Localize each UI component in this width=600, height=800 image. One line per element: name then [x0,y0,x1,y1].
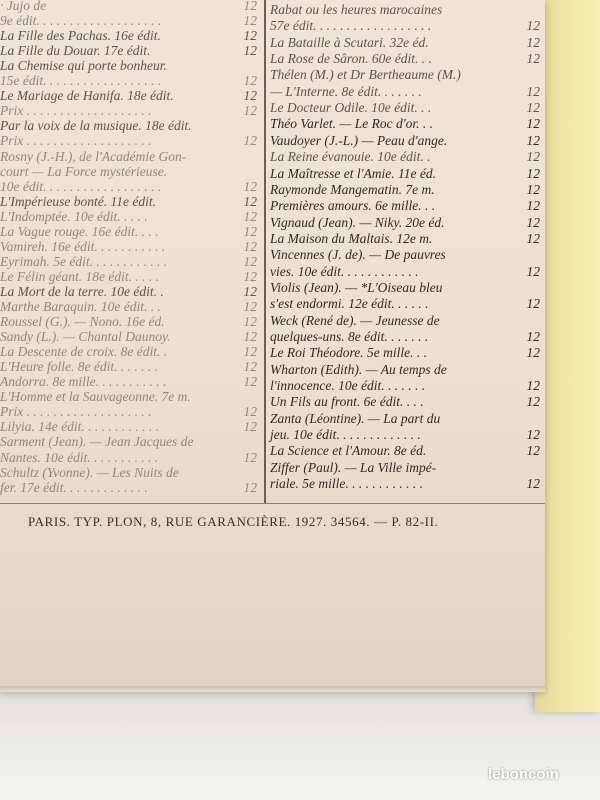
catalog-line [270,263,540,280]
catalog-line-price: 12 [526,345,540,361]
printer-imprint: PARIS. TYP. PLON, 8, RUE GARANCIÈRE. 1927. 34564. — P. 82-II. [28,514,439,529]
catalog-line-text: La Bataille à Scutari. 32e éd. [270,34,429,50]
catalog-line [270,377,540,394]
catalog-line-price: 12 [526,149,540,165]
catalog-line-text: Vaudoyer (J.-L.) — Peau d'ange. [270,132,448,148]
catalog-line [270,115,540,132]
catalog-line-price: 12 [526,100,540,116]
catalog-line-text: La Fille des Pachas. 16e édit. [0,28,161,44]
catalog-line-price: 12 [243,103,257,119]
catalog-line-text: Wharton (Edith). — Au temps de [270,361,447,377]
catalog-line-price: 12 [243,344,257,360]
catalog-line-text: La Science et l'Amour. 8e éd. [270,443,427,459]
right-column [270,0,545,503]
catalog-line [270,328,540,345]
catalog-line-text: 57e édit. . . . . . . . . . . . . . . . . . [270,18,432,34]
catalog-line-text: Vincennes (J. de). — De pauvres [270,247,446,263]
catalog-line-text: Théo Varlet. — Le Roc d'or. . . [270,116,434,132]
catalog-line-price: 12 [243,0,257,13]
catalog-line [0,479,257,496]
catalog-line-text: Premières amours. 6e mille. . . [270,198,436,214]
catalog-line-text: Vamireh. 16e édit. . . . . . . . . . . [0,238,166,254]
catalog-line [270,132,540,149]
catalog-line [270,17,540,34]
catalog-line [270,361,540,378]
catalog-line-text: La Fille du Douar. 17e édit. [0,43,151,59]
catalog-line-price: 12 [526,198,540,214]
left-column [0,0,262,503]
catalog-line-price: 12 [243,374,257,390]
catalog-line-text: quelques-uns. 8e édit. . . . . . . [270,329,429,344]
catalog-line-price: 12 [243,178,257,194]
catalog-line-text: Andorra. 8e mille. . . . . . . . . . . [0,374,167,390]
catalog-line-text: 9e édit. . . . . . . . . . . . . . . . . . . [0,13,162,29]
catalog-line-text: riale. 5e mille. . . . . . . . . . . . [270,476,423,492]
catalog-line-price: 12 [243,419,257,435]
catalog-line [270,83,540,100]
catalog-line-price: 12 [526,427,540,443]
catalog-line-text: La Mort de la terre. 10e édit. . [0,283,164,299]
catalog-line [270,279,540,296]
catalog-line-price: 12 [243,193,257,209]
catalog-line [270,34,540,51]
catalog-line-text: Un Fils au front. 6e édit. . . . [270,394,424,410]
catalog-line-price: 12 [526,263,540,279]
catalog-line-price: 12 [243,73,257,89]
catalog-line-price: 12 [243,314,257,330]
catalog-line-text: jeu. 10e édit. . . . . . . . . . . . . [270,427,421,443]
catalog-line-price: 12 [526,476,540,492]
catalog-line-price: 12 [526,378,540,394]
catalog-line [270,230,540,247]
catalog-line-text: L'Impérieuse bonté. 11e édit. [0,193,156,209]
page-edge [0,686,545,692]
catalog-line-price: 12 [243,404,257,420]
catalog-line [270,197,540,214]
catalog-line-price: 12 [243,223,257,239]
catalog-line-text: L'Homme et la Sauvageonne. 7e m. [0,389,191,405]
catalog-line-price: 12 [526,51,540,67]
catalog-line-price: 12 [243,253,257,269]
catalog-line-text: Sandy (L.). — Chantal Daunoy. [0,329,171,345]
catalog-line-price: 12 [243,268,257,284]
catalog-line [270,50,540,67]
catalog-line-text: La Rose de Sâron. 60e édit. . . [270,51,432,67]
catalog-line-text: Zanta (Léontine). — La part du [270,410,441,426]
catalog-line [270,1,540,18]
catalog-line-text: Rabat ou les heures marocaines [270,2,443,17]
catalog-line [270,475,540,492]
catalog-line [270,410,540,427]
catalog-line-text: Ziffer (Paul). — La Ville impé- [270,459,437,475]
catalog-line-text: Prix . . . . . . . . . . . . . . . . . . . [0,133,152,149]
catalog-line-text: Prix . . . . . . . . . . . . . . . . . . . [0,103,152,119]
catalog-line [270,214,540,231]
catalog-line-text: — L'Interne. 8e édit. . . . . . . [270,83,422,99]
catalog-line-price: 12 [526,116,540,132]
catalog-line-text: Par la voix de la musique. 18e édit. [0,118,192,134]
catalog-line-text: Rosny (J.-H.), de l'Académie Gon- [0,148,187,164]
catalog-line-price: 12 [243,238,257,254]
catalog-line-text: Roussel (G.). — Nono. 16e éd. [0,314,165,330]
catalog-line-text: Thélen (M.) et Dr Bertheaume (M.) [270,67,461,83]
catalog-line [270,344,540,361]
catalog-line-text: L'Heure folle. 8e édit. . . . . . . [0,359,158,375]
catalog-line-price: 12 [243,479,257,495]
catalog-line [270,66,540,83]
catalog-line-price: 12 [526,132,540,148]
catalog-line-price: 12 [243,299,257,314]
catalog-line-text: La Maîtresse et l'Amie. 11e éd. [270,165,436,181]
catalog-line [270,295,540,312]
catalog-line-price: 12 [526,230,540,246]
catalog-line-price: 12 [526,165,540,181]
catalog-line [270,181,540,198]
catalog-line [270,312,540,329]
catalog-line-price: 12 [526,394,540,410]
catalog-line-price: 12 [243,329,257,345]
catalog-line-text: Weck (René de). — Jeunesse de [270,312,440,328]
catalog-line-text: La Descente de croix. 8e édit. . [0,344,168,360]
catalog-line [270,442,540,459]
catalog-line-price: 12 [526,181,540,197]
catalog-line-price: 12 [526,296,540,312]
catalog-line-text: La Maison du Maltais. 12e m. [270,230,433,246]
catalog-line-text: Le Roi Théodore. 5e mille. . . [270,345,427,361]
catalog-line-text: Raymonde Mangematin. 7e m. [270,181,435,197]
catalog-line [270,393,540,410]
catalog-line-price: 12 [526,329,540,344]
catalog-line-price: 12 [243,13,257,29]
catalog-line-price: 12 [526,214,540,230]
catalog-line [270,246,540,263]
catalog-line-price: 12 [526,18,540,34]
catalog-line-text: Lilyia. 14e édit. . . . . . . . . . . . [0,419,159,435]
catalog-line-text: La Chemise qui porte bonheur. [0,58,167,74]
catalog-line-price: 12 [243,88,257,104]
catalog-line-price: 12 [526,83,540,99]
catalog-line-text: court — La Force mystérieuse. [0,163,168,179]
bottom-rule [0,503,545,504]
catalog-line [270,426,540,443]
catalog-line-text: Prix . . . . . . . . . . . . . . . . . . . [0,404,152,420]
catalog-line-text: La Vague rouge. 16e édit. . . . [0,223,159,239]
catalog-line-text: s'est endormi. 12e édit. . . . . . [270,296,429,312]
catalog-line [270,99,540,116]
catalog-line-text: l'innocence. 10e édit. . . . . . . [270,378,426,394]
catalog-line-text: Le Félin géant. 18e édit. . . . . [0,268,159,284]
catalog-line-price: 12 [243,359,257,375]
catalog-line-text: 15e édit. . . . . . . . . . . . . . . . . . [0,73,162,89]
catalog-line-text: vies. 10e édit. . . . . . . . . . . . [270,263,419,279]
catalog-line-text: L'Indomptée. 10e édit. . . . . [0,208,148,224]
catalog-line-price: 12 [243,283,257,299]
catalog-line-text: Le Mariage de Hanifa. 18e édit. [0,88,174,104]
catalog-line-text: Schultz (Yvonne). — Les Nuits de [0,464,179,480]
catalog-line [270,148,540,165]
catalog-line-price: 12 [526,34,540,50]
catalog-line [270,459,540,476]
catalog-line-price: 12 [243,133,257,149]
catalog-line-text: Le Docteur Odile. 10e édit. . . [270,100,432,116]
catalog-line-price: 12 [526,443,540,459]
catalog-line-text: La Reine évanouie. 10e édit. . [270,149,431,165]
catalog-line-price: 12 [243,43,257,59]
catalog-line-text: Marthe Baraquin. 10e édit. . . [0,299,161,314]
catalog-line-price: 12 [243,208,257,224]
catalog-line [270,165,540,182]
catalog-line-text: · Jujo de [0,0,47,13]
site-watermark: leboncoin [488,766,559,783]
catalog-line-text: 10e édit. . . . . . . . . . . . . . . . . . [0,178,162,194]
catalog-line-price: 12 [243,449,257,465]
catalog-line-text: Nantes. 10e édit. . . . . . . . . . . [0,449,159,465]
catalog-line-text: fer. 17e édit. . . . . . . . . . . . . [0,479,148,495]
column-divider [264,0,266,503]
catalog-line-text: Eyrimah. 5e édit. . . . . . . . . . . . [0,253,168,269]
catalog-line-text: Violis (Jean). — *L'Oiseau bleu [270,279,443,295]
catalog-line-price: 12 [243,28,257,44]
catalog-line-text: Vignaud (Jean). — Niky. 20e éd. [270,214,445,230]
catalog-line-text: Sarment (Jean). — Jean Jacques de [0,434,194,450]
